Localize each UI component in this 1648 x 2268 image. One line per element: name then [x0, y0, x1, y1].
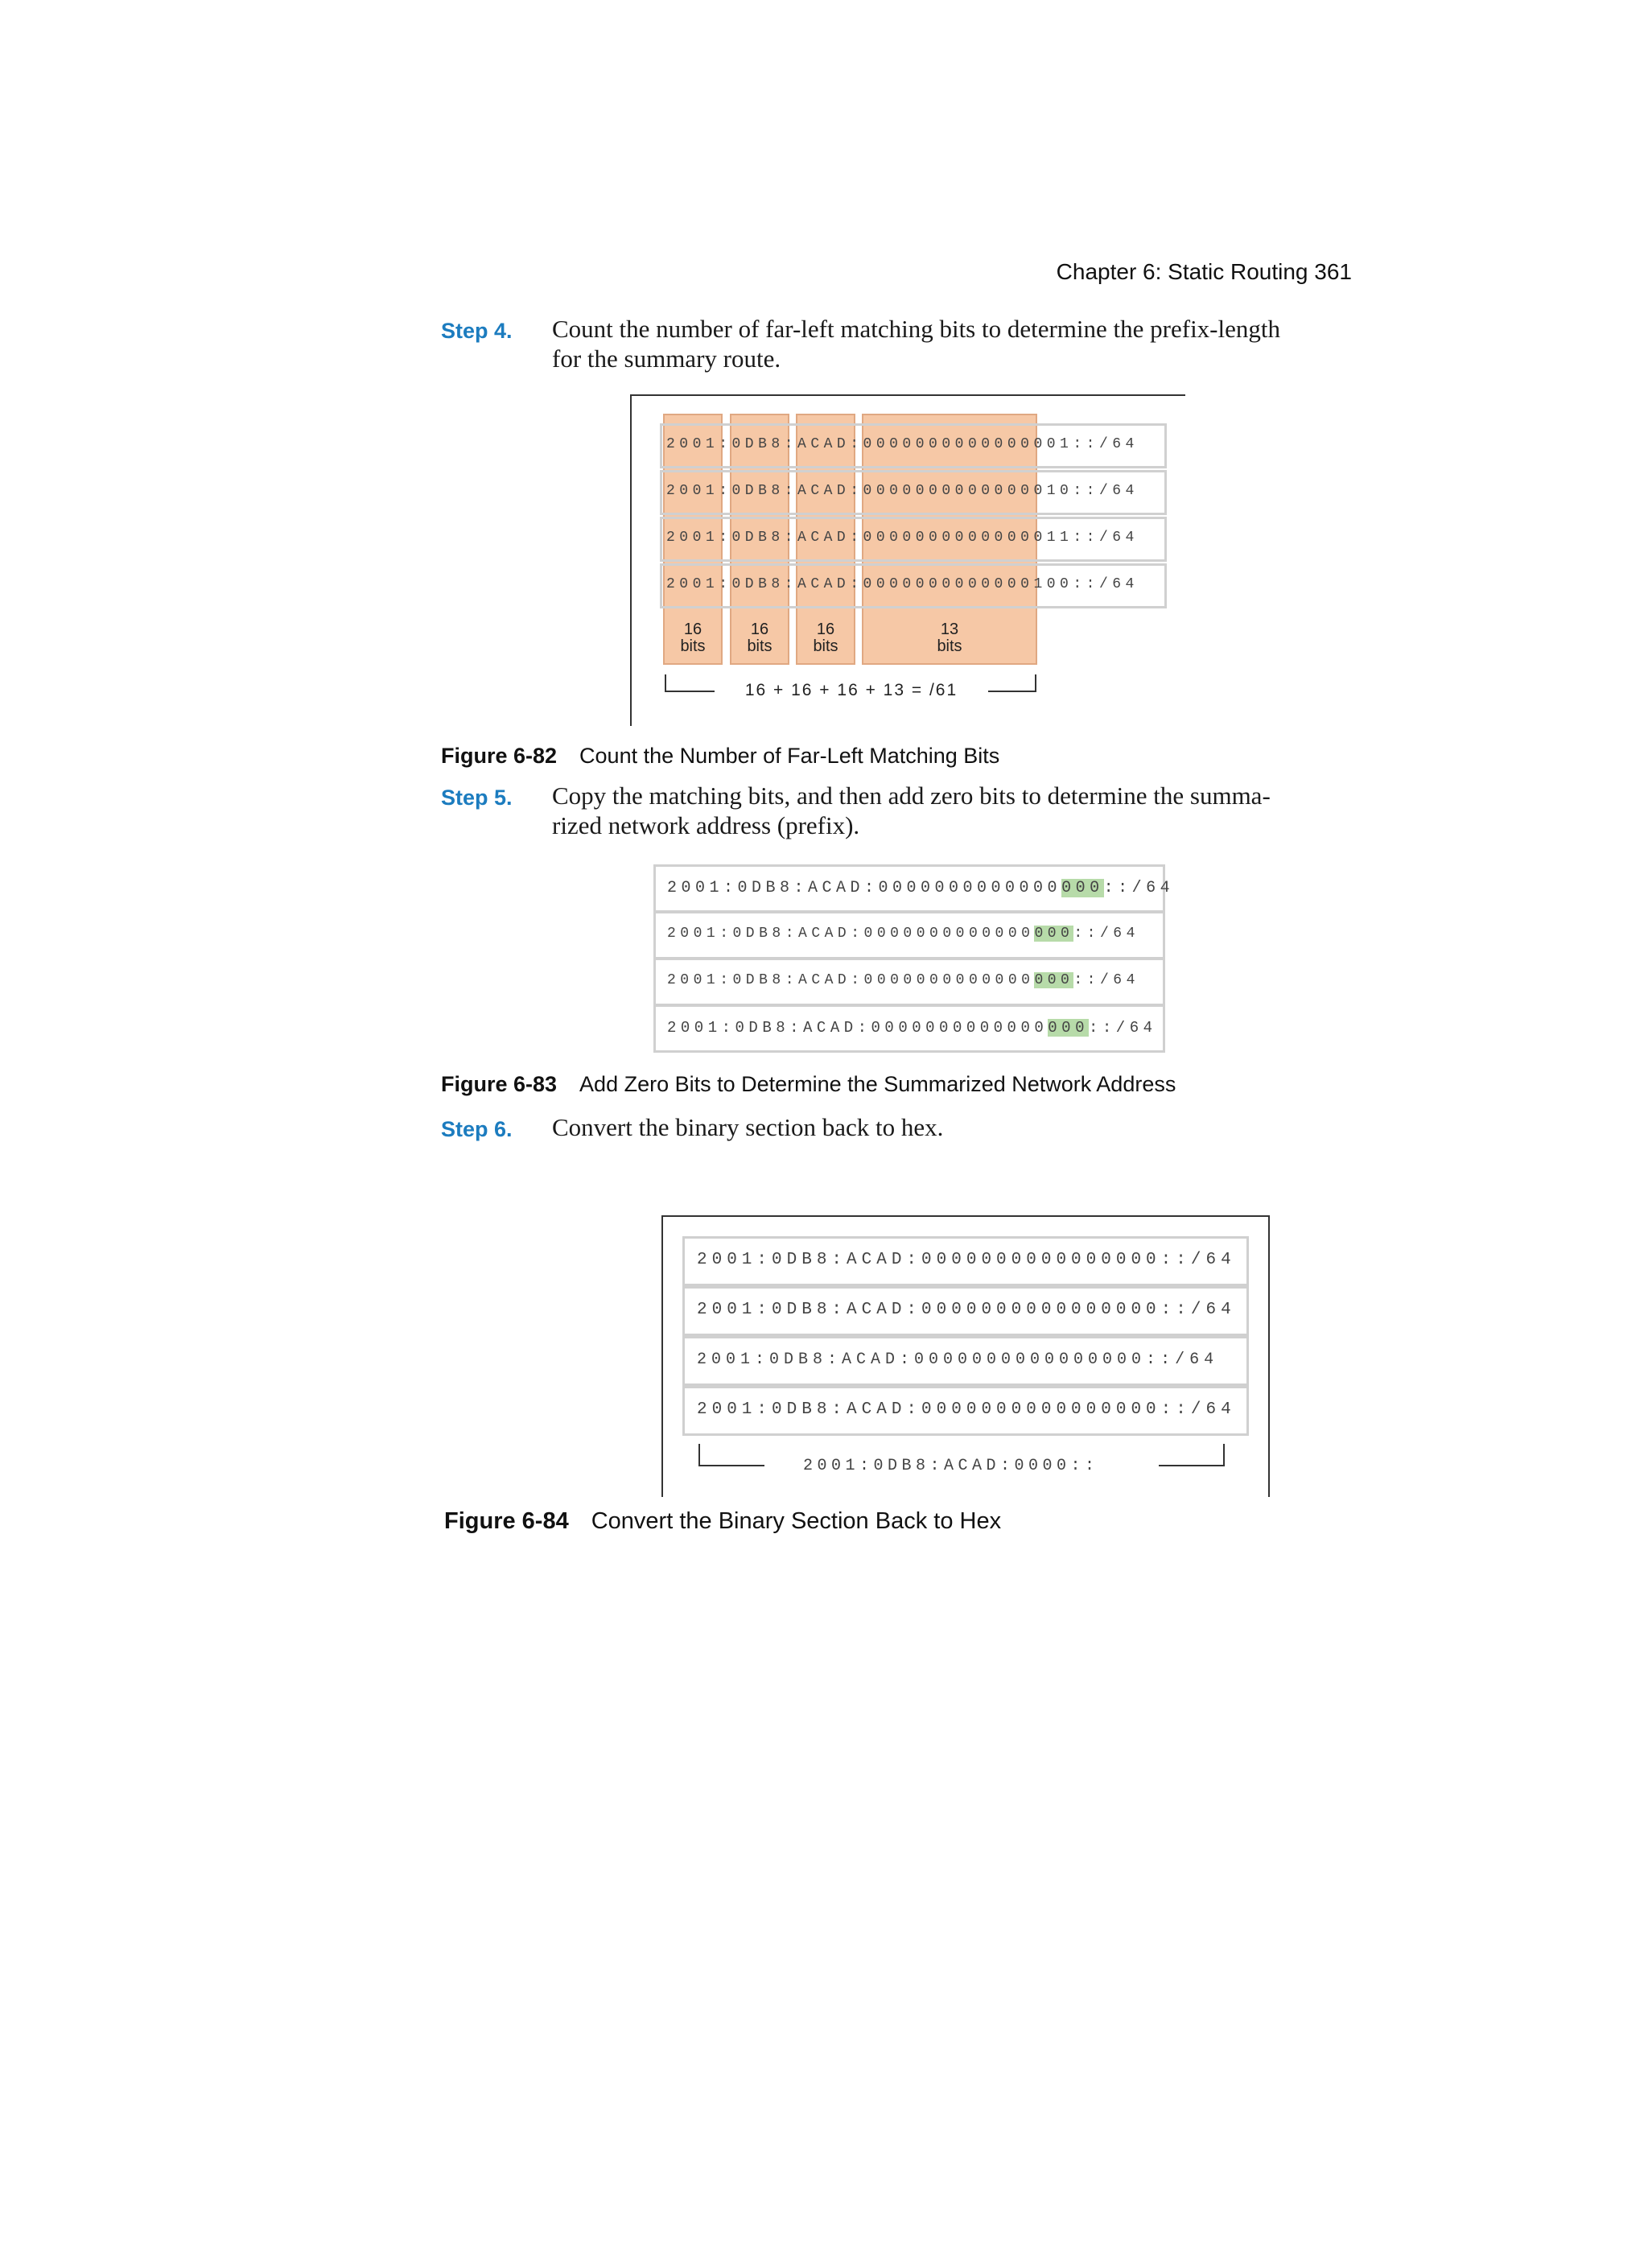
- fig84-address-1: 2001:0DB8:ACAD:0000000000000000::/64: [697, 1251, 1236, 1269]
- fig83-address-1: 2001:0DB8:ACAD:0000000000000000::/64: [667, 879, 1175, 897]
- fig82-frame-left: [630, 394, 632, 726]
- fig82-address-3: 2001:0DB8:ACAD:0000000000000011::/64: [666, 530, 1139, 546]
- step-4-label: Step 4.: [441, 319, 513, 343]
- fig83-address-3: 2001:0DB8:ACAD:0000000000000000::/64: [667, 972, 1139, 988]
- fig84-frame-left: [661, 1215, 663, 1497]
- figure-6-84-caption: [444, 1508, 1001, 1535]
- fig83-added-zeros-4: 000: [1048, 1019, 1089, 1037]
- step-5-text: [552, 781, 1389, 840]
- fig82-bit-label-2: 16 bits: [747, 621, 772, 655]
- fig83-added-zeros-1: 000: [1061, 879, 1104, 897]
- figure-6-82-title: Count the Number of Far-Left Matching Bits: [579, 744, 1000, 768]
- fig82-bit-label-4: 13 bits: [937, 621, 962, 655]
- fig82-sum-text: 16 + 16 + 16 + 13 = /61: [715, 681, 988, 700]
- figure-6-82: [630, 394, 1185, 726]
- step-4-line-1: Count the number of far-left matching bits to determine the prefix-length: [552, 315, 1280, 343]
- fig83-added-zeros-3: 000: [1034, 972, 1074, 988]
- figure-6-84: [661, 1215, 1270, 1497]
- figure-6-83-caption: [441, 1072, 1176, 1097]
- fig83-address-2: 2001:0DB8:ACAD:0000000000000000::/64: [667, 926, 1139, 942]
- step-4-line-2: for the summary route.: [552, 344, 781, 373]
- step-5-line-1: Copy the matching bits, and then add zero bits to determine the summa-: [552, 781, 1271, 810]
- figure-6-84-title: Convert the Binary Section Back to Hex: [591, 1508, 1002, 1534]
- fig84-address-2: 2001:0DB8:ACAD:0000000000000000::/64: [697, 1301, 1236, 1319]
- fig84-bracket-left-line: [698, 1465, 764, 1466]
- fig83-added-zeros-2: 000: [1034, 926, 1074, 942]
- fig82-address-4: 2001:0DB8:ACAD:0000000000000100::/64: [666, 576, 1139, 592]
- step-6-line-1: Convert the binary section back to hex.: [552, 1113, 944, 1141]
- figure-6-82-number: Figure 6-82: [441, 744, 558, 768]
- step-6-label: Step 6.: [441, 1117, 513, 1141]
- figure-6-83: [653, 864, 1175, 1059]
- fig83-address-4: 2001:0DB8:ACAD:0000000000000000::/64: [667, 1019, 1157, 1037]
- fig82-bit-label-1: 16 bits: [680, 621, 706, 655]
- figure-6-82-caption: [441, 744, 999, 769]
- page-header: Chapter 6: Static Routing 361: [1056, 259, 1352, 284]
- fig84-summary-result: 2001:0DB8:ACAD:0000::: [803, 1457, 1099, 1475]
- fig84-address-4: 2001:0DB8:ACAD:0000000000000000::/64: [697, 1400, 1236, 1419]
- step-5-line-2: rized network address (prefix).: [552, 811, 860, 839]
- figure-6-83-title: Add Zero Bits to Determine the Summarized Network Address: [579, 1072, 1176, 1096]
- fig84-frame-right: [1268, 1215, 1270, 1497]
- fig84-bracket-right-line: [1159, 1465, 1225, 1466]
- fig84-bracket-right-tick: [1223, 1444, 1225, 1466]
- fig82-bit-label-3: 16 bits: [813, 621, 838, 655]
- fig82-address-1: 2001:0DB8:ACAD:0000000000000001::/64: [666, 436, 1139, 452]
- step-5-label: Step 5.: [441, 786, 513, 810]
- fig82-frame-top: [630, 394, 1185, 396]
- step-4-text: [552, 314, 1389, 373]
- fig84-frame-top: [661, 1215, 1270, 1217]
- fig82-address-2: 2001:0DB8:ACAD:0000000000000010::/64: [666, 483, 1139, 499]
- fig84-bracket-left-tick: [698, 1444, 700, 1466]
- figure-6-83-number: Figure 6-83: [441, 1072, 558, 1096]
- figure-6-84-number: Figure 6-84: [444, 1508, 569, 1534]
- fig84-address-3: 2001:0DB8:ACAD:0000000000000000::/64: [697, 1350, 1219, 1369]
